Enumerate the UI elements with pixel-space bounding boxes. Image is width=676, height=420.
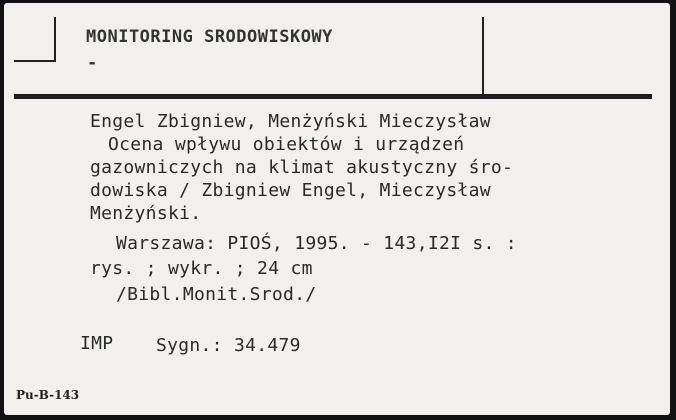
author-line: Engel Zbigniew, Menżyński Mieczysław	[90, 111, 491, 132]
imprint-line-2: rys. ; wykr. ; 24 cm	[90, 258, 313, 279]
subject-heading-dash: -	[87, 53, 98, 73]
title-line-3: dowiska / Zbigniew Engel, Mieczysław	[90, 180, 491, 201]
call-number: Sygn.: 34.479	[156, 335, 301, 356]
title-line-2: gazowniczych na klimat akustyczny śro-	[90, 157, 514, 178]
card-code-stamp: Pu-B-143	[16, 388, 80, 402]
subject-heading: MONITORING SRODOWISKOWY	[86, 27, 333, 47]
shelf-prefix: IMP	[80, 333, 114, 354]
title-line-1: Ocena wpływu obiektów i urządzeń	[108, 134, 465, 155]
header-right-vertical-line	[482, 17, 484, 95]
catalog-card	[4, 3, 670, 415]
series-line: /Bibl.Monit.Srod./	[116, 284, 317, 305]
title-line-4: Menżyński.	[90, 203, 202, 224]
imprint-line-1: Warszawa: PIOŚ, 1995. - 143,I2I s. :	[116, 233, 517, 254]
header-left-horizontal-line	[14, 60, 56, 62]
heading-divider-rule	[14, 94, 652, 99]
header-left-vertical-line	[54, 17, 56, 61]
